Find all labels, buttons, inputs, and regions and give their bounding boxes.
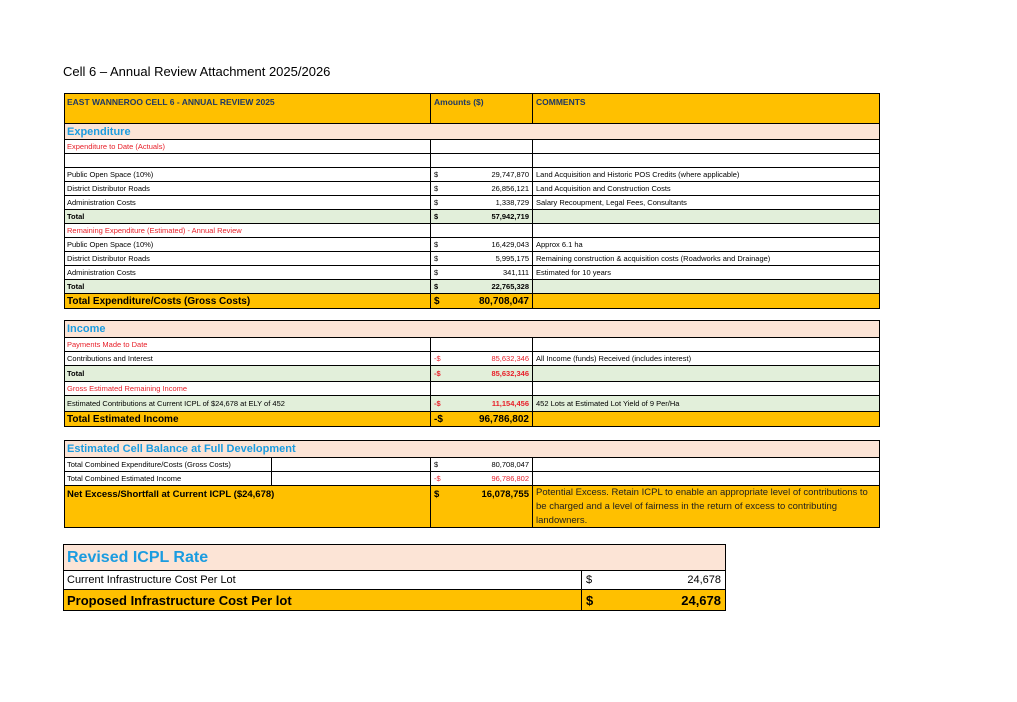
row-amount: 96,786,802 [478,413,529,425]
remaining-label: Remaining Expenditure (Estimated) - Annual Review [65,224,431,237]
row-amount: 57,942,719 [491,212,529,221]
currency-symbol: -$ [434,354,441,363]
payments-label: Payments Made to Date [65,338,431,351]
table-row [65,251,879,265]
table-row [65,351,879,365]
actuals-label-row [65,139,879,153]
balance-heading-row [65,441,879,457]
net-excess-row [65,485,879,527]
table-row [65,181,879,195]
row-label: Public Open Space (10%) [65,168,431,181]
row-comment: Remaining construction & acquisition costs (Roadworks and Drainage) [536,254,771,263]
payments-label-row [65,337,879,351]
header-amounts: Amounts ($) [431,94,533,123]
row-amount: 11,154,456 [491,399,529,408]
remaining-label-row [65,223,879,237]
currency-symbol: $ [434,295,440,307]
row-amount: 1,338,729 [495,198,529,207]
header-title: EAST WANNEROO CELL 6 - ANNUAL REVIEW 2025 [65,94,431,123]
row-comment: 452 Lots at Estimated Lot Yield of 9 Per/Ha [536,399,680,408]
currency-symbol: $ [434,184,439,193]
row-comment: Potential Excess. Retain ICPL to enable an appropriate level of contributions to be charged and a level of fairness in the return of excess to contributing landowners. [536,487,868,526]
row-comment: Land Acquisition and Historic POS Credits (where applicable) [536,170,740,179]
table-row [65,395,879,411]
row-amount: 29,747,870 [491,170,529,179]
row-amount: 341,111 [503,268,529,277]
row-comment: Estimated for 10 years [536,268,612,277]
row-label: Total [65,366,431,381]
actuals-label: Expenditure to Date (Actuals) [65,140,431,153]
icpl-proposed-row [64,589,725,610]
table-row [65,167,879,181]
header-comments: COMMENTS [536,97,586,107]
row-comment: Salary Recoupment, Legal Fees, Consultants [536,198,687,207]
payments-total-row [65,365,879,381]
row-comment: Approx 6.1 ha [536,240,583,249]
currency-symbol: $ [434,212,439,221]
table-row [65,471,879,485]
row-label: Proposed Infrastructure Cost Per lot [64,590,582,610]
currency-symbol: $ [434,282,439,291]
income-grand-total-row [65,411,879,426]
currency-symbol: -$ [434,369,441,378]
expenditure-heading-row [65,123,879,139]
actuals-total-row [65,209,879,223]
row-amount: 16,429,043 [491,240,529,249]
row-label: Net Excess/Shortfall at Current ICPL ($24,678) [65,486,431,527]
icpl-heading: Revised ICPL Rate [67,548,209,566]
currency-symbol: -$ [434,413,443,425]
currency-symbol: -$ [434,474,441,483]
row-label: Estimated Contributions at Current ICPL of $24,678 at ELY of 452 [65,396,431,411]
gross-label: Gross Estimated Remaining Income [65,382,431,395]
currency-symbol: $ [434,170,439,179]
icpl-heading-row [64,545,725,570]
currency-symbol: $ [586,592,594,608]
currency-symbol: $ [586,574,593,586]
row-amount: 80,708,047 [478,295,529,307]
row-label: Total [65,210,431,223]
row-label: Public Open Space (10%) [65,238,431,251]
table-row [65,195,879,209]
currency-symbol: $ [434,268,439,277]
expenditure-table [64,93,880,309]
row-amount: 16,078,755 [481,489,529,500]
income-table [64,320,880,427]
currency-symbol: -$ [434,399,441,408]
row-comment: Land Acquisition and Construction Costs [536,184,671,193]
row-amount: 85,632,346 [491,369,529,378]
row-label: District Distributor Roads [65,182,431,195]
currency-symbol: $ [434,198,439,207]
currency-symbol: $ [434,460,439,469]
gross-label-row [65,381,879,395]
row-label: Total Expenditure/Costs (Gross Costs) [65,294,431,308]
row-amount: 24,678 [687,574,721,586]
currency-symbol: $ [434,240,439,249]
row-amount: 85,632,346 [491,354,529,363]
row-comment: All Income (funds) Received (includes interest) [536,354,692,363]
row-label: Total Estimated Income [65,412,431,426]
income-heading: Income [67,323,106,335]
row-label: Contributions and Interest [65,352,431,365]
income-heading-row [65,321,879,337]
icpl-table [63,544,726,611]
currency-symbol: $ [434,254,439,263]
remaining-total-row [65,279,879,293]
table-row [65,457,879,471]
table-row [65,265,879,279]
row-amount: 96,786,802 [491,474,529,483]
row-label: Total Combined Estimated Income [65,472,272,485]
expenditure-grand-total-row [65,293,879,308]
row-amount: 26,856,121 [491,184,529,193]
row-amount: 80,708,047 [491,460,529,469]
row-amount: 24,678 [681,592,721,608]
spacer-row [65,153,879,167]
row-label: Current Infrastructure Cost Per Lot [64,571,582,589]
row-amount: 22,765,328 [491,282,529,291]
expenditure-heading: Expenditure [67,125,131,138]
row-amount: 5,995,175 [495,254,529,263]
table-row [65,237,879,251]
row-label: Total Combined Expenditure/Costs (Gross Costs) [65,458,272,471]
balance-table [64,440,880,528]
row-label: District Distributor Roads [65,252,431,265]
row-label: Administration Costs [65,196,431,209]
row-label: Administration Costs [65,266,431,279]
row-label: Total [65,280,431,293]
balance-heading: Estimated Cell Balance at Full Development [67,443,296,455]
currency-symbol: $ [434,489,440,500]
page-title: Cell 6 – Annual Review Attachment 2025/2026 [63,64,331,79]
icpl-current-row [64,570,725,589]
table-header-row [65,94,879,123]
